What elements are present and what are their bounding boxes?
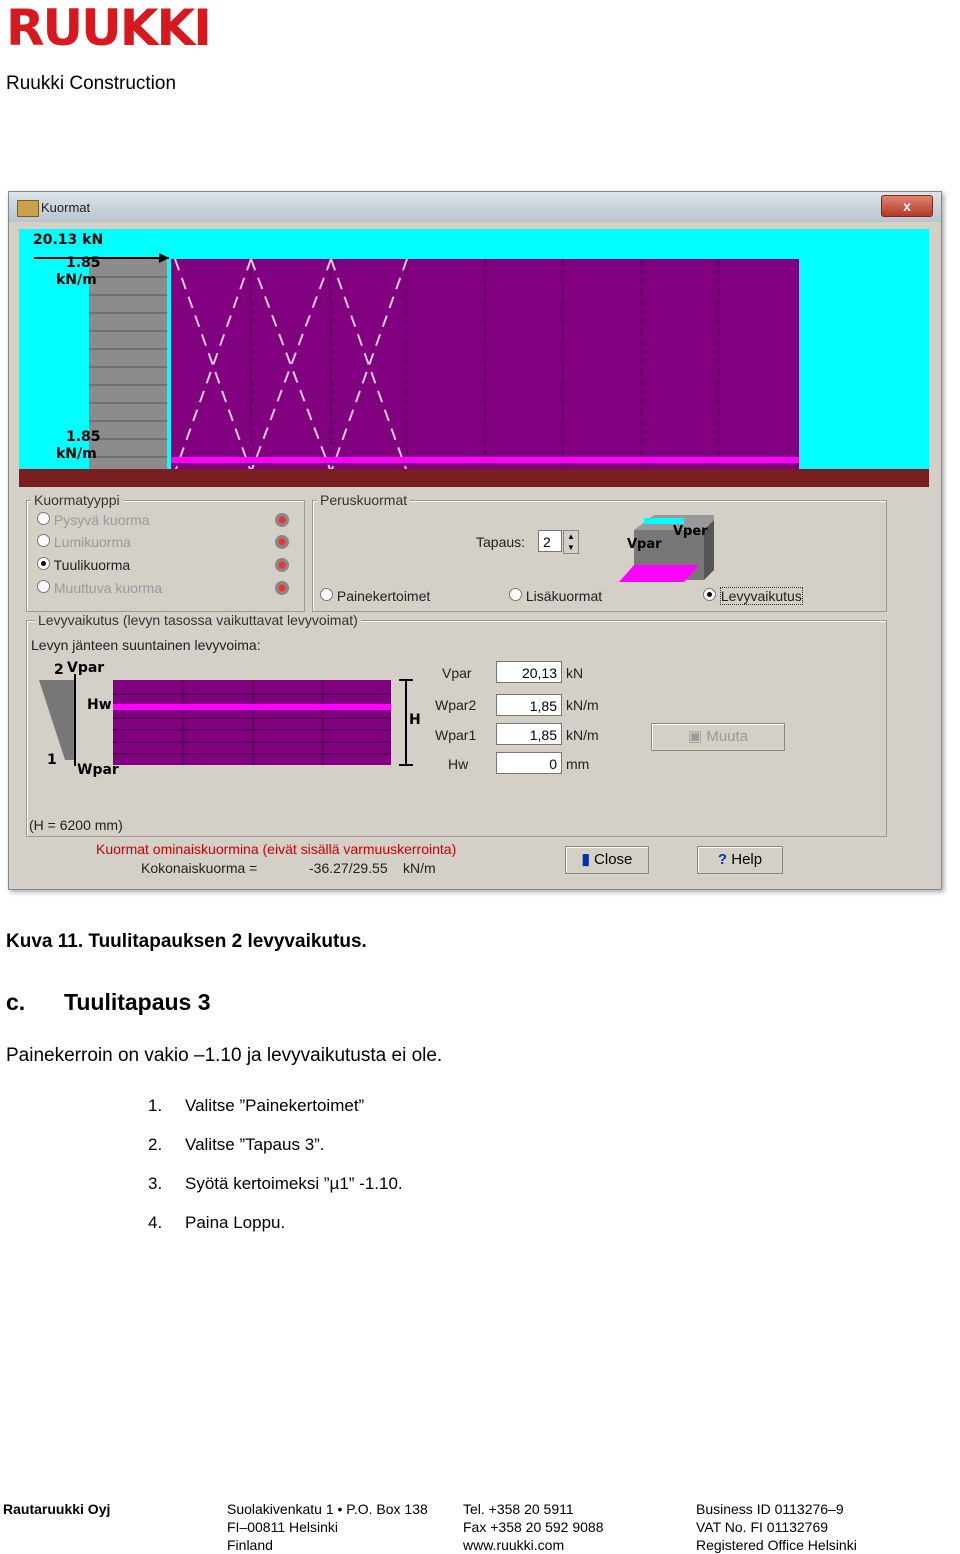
lower-load-value: 1.85 [66,429,101,445]
fig-vpar-label: Vpar [67,660,105,676]
step-text: Syötä kertoimeksi ”µ1” -1.10. [185,1174,403,1193]
step-item [148,1213,285,1233]
step-item [148,1135,325,1155]
step-number: 2. [148,1135,163,1154]
total-value: -36.27/29.55 [309,860,388,876]
option-pysyva[interactable] [37,512,150,528]
upper-load-unit: kN/m [56,272,97,288]
footer-line: Fax +358 20 592 9088 [463,1519,604,1535]
option-label: Pysyvä kuorma [53,512,150,528]
icon-vper-label: Vper [673,524,708,539]
tapaus-label: Tapaus: [476,534,526,550]
close-window-button[interactable]: x [881,195,933,217]
footer-registration [696,1500,857,1554]
status-dot-icon [275,513,289,527]
radio-selected-icon [37,557,50,570]
levyvaikutus-label: Levyvaikutus (levyn tasossa vaikuttavat levyvoimat) [35,612,361,628]
wall-graphic [19,229,929,487]
vpar-field[interactable]: 20,13 [496,661,562,683]
levyvaikutus-subtitle: Levyn jänteen suuntainen levyvoima: [31,637,261,653]
wpar1-unit: kN/m [566,727,599,743]
footer-address [227,1500,428,1554]
top-load-label: 20.13 kN [33,232,104,248]
kuormat-window [8,191,942,890]
lower-load-unit: kN/m [56,446,97,462]
status-dot-icon [275,535,289,549]
question-icon: ? [717,851,728,868]
total-label: Kokonaiskuorma = [141,860,258,876]
footer-company [3,1500,110,1518]
close-label: Close [594,851,633,868]
option-label: Levyvaikutus [720,588,802,604]
hw-unit: mm [566,756,590,772]
paragraph: Painekerroin on vakio –1.10 ja levyvaikutusta ei ole. [6,1045,443,1066]
option-lumikuorma[interactable] [37,534,131,550]
wpar2-unit: kN/m [566,697,599,713]
muuta-label: Muuta [706,728,749,745]
footer-line: Business ID 0113276–9 [696,1501,844,1517]
footer-contact [463,1500,604,1554]
option-label: Painekertoimet [336,588,431,604]
step-number: 3. [148,1174,163,1193]
option-label: Lisäkuormat [525,588,603,604]
step-item [148,1096,364,1116]
radio-icon [509,588,522,601]
step-number: 1. [148,1096,163,1115]
option-levyvaikutus[interactable] [703,588,803,604]
edit-icon: ▣ [687,728,703,745]
tapaus-input[interactable]: 2 [538,530,562,552]
step-number: 4. [148,1213,163,1232]
radio-selected-icon [703,588,716,601]
option-label: Muuttuva kuorma [53,580,163,596]
hw-field[interactable]: 0 [496,752,562,774]
footer-line: Registered Office Helsinki [696,1537,857,1553]
heading-letter: c. [6,989,26,1015]
step-text: Valitse ”Tapaus 3”. [185,1135,325,1154]
levyvoima-figure [37,670,427,770]
status-dot-icon [275,581,289,595]
ruukki-logo: RUUKKI [6,0,210,57]
option-painekertoimet[interactable] [320,588,430,604]
step-item [148,1174,403,1194]
option-label: Tuulikuorma [53,557,131,573]
icon-vpar-label: Vpar [627,537,662,552]
fig-hw-label: Hw [87,697,112,713]
wpar1-label: Wpar1 [435,727,477,743]
step-text: Valitse ”Painekertoimet” [185,1096,365,1115]
title-bar [9,192,941,222]
peruskuormat-label: Peruskuormat [317,492,410,508]
option-lisakuormat[interactable] [509,588,602,604]
upper-load-value: 1.85 [66,255,101,271]
close-button[interactable] [565,846,649,874]
figure-caption: Kuva 11. Tuulitapauksen 2 levyvaikutus. [6,931,367,952]
footer-line: Rautaruukki Oyj [3,1501,111,1517]
footer-note: Kuormat ominaiskuormina (eivät sisällä varmuuskerrointa) [96,841,457,857]
door-icon: ▮ [581,851,590,868]
load-diagram [19,229,929,487]
tapaus-spinner[interactable]: ▲ ▼ [563,530,579,554]
footer-line: Suolakivenkatu 1 • P.O. Box 138 [227,1501,428,1517]
help-button[interactable] [697,846,783,874]
radio-icon [37,512,50,525]
muuta-button[interactable] [651,723,785,751]
fig-wpar-label: Wpar [77,762,119,778]
vpar-unit: kN [566,665,584,681]
wpar1-field[interactable]: 1,85 [496,723,562,745]
status-dot-icon [275,558,289,572]
vpar-label: Vpar [442,665,472,681]
total-unit: kN/m [403,860,436,876]
radio-icon [37,534,50,547]
height-note: (H = 6200 mm) [29,817,123,833]
window-title: Kuormat [41,200,91,215]
footer-line: Finland [227,1537,273,1553]
fig-1-label: 1 [47,752,57,768]
radio-icon [37,580,50,593]
radio-icon [320,588,333,601]
kuormatyyppi-label: Kuormatyyppi [31,492,123,508]
company-name: Ruukki Construction [6,73,177,94]
step-text: Paina Loppu. [185,1213,286,1232]
fig-h-label: H [409,712,421,728]
app-icon [17,200,39,217]
fig-2-label: 2 [54,662,64,678]
option-tuulikuorma[interactable] [37,557,130,573]
footer-line: VAT No. FI 01132769 [696,1519,829,1535]
help-label: Help [731,851,763,868]
hw-label: Hw [448,756,469,772]
option-label: Lumikuorma [53,534,131,550]
footer-line: FI–00811 Helsinki [227,1519,339,1535]
footer-line: Tel. +358 20 5911 [463,1501,574,1517]
wpar2-label: Wpar2 [435,697,477,713]
wpar2-field[interactable]: 1,85 [496,694,562,716]
section-heading [6,989,211,1016]
footer-link[interactable]: www.ruukki.com [463,1537,565,1553]
option-muuttuva[interactable] [37,580,162,596]
heading-text: Tuulitapaus 3 [64,989,211,1015]
